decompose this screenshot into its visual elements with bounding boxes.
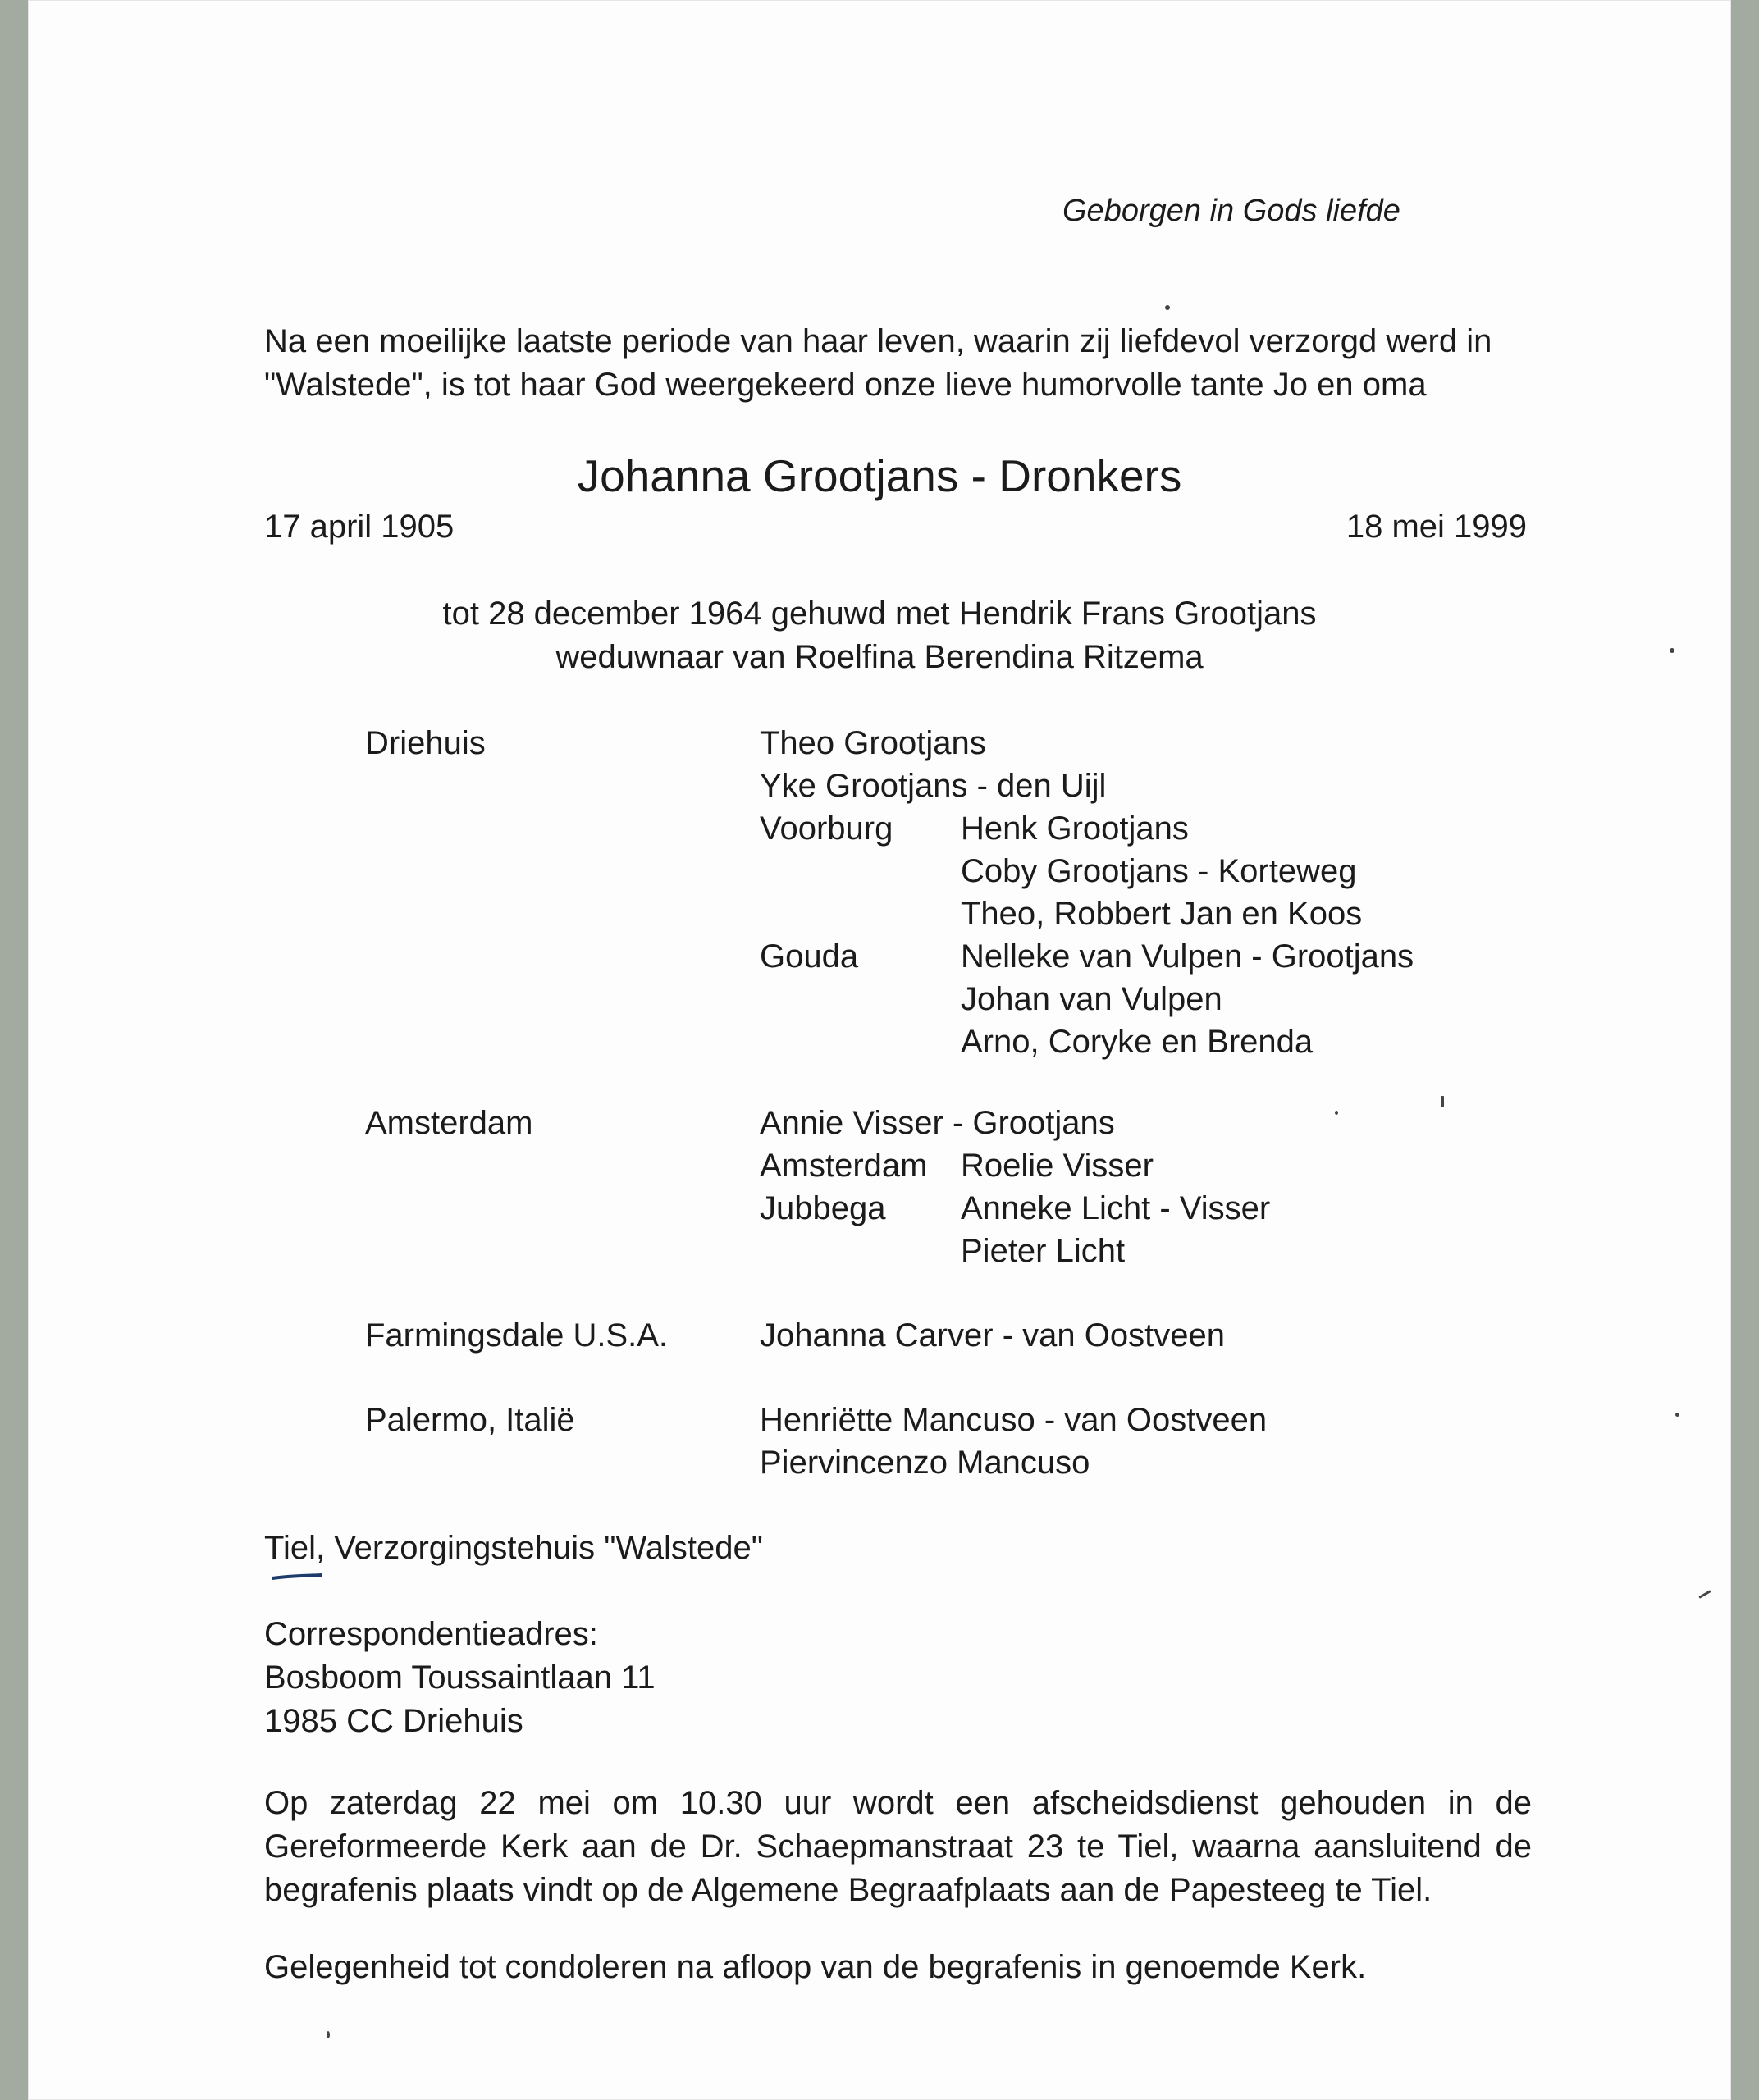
family-place: Amsterdam [365,1105,533,1141]
family-sub-place: Gouda [760,938,859,975]
speck [1670,648,1674,653]
family-place: Palermo, Italië [365,1402,575,1438]
family-name: Johan van Vulpen [961,981,1222,1017]
intro-line: "Walstede", is tot haar God weergekeerd onze lieve humorvolle tante Jo en oma [264,367,1427,403]
location: Tiel, Verzorgingstehuis "Walstede" [264,1530,763,1566]
family-sub-place: Jubbega [760,1190,886,1226]
speck [327,2031,330,2038]
motto: Geborgen in Gods liefde [1062,194,1400,228]
speck [1675,1413,1679,1417]
family-name: Annie Visser - Grootjans [760,1105,1115,1141]
family-name: Coby Grootjans - Korteweg [961,853,1357,889]
death-date: 18 mei 1999 [1346,509,1527,545]
marriage-info [0,592,1759,679]
address-postal: 1985 CC Driehuis [264,1703,523,1739]
family-name: Anneke Licht - Visser [961,1190,1271,1226]
pen-mark [272,1573,322,1580]
family-name: Henriëtte Mancuso - van Oostveen [760,1402,1268,1438]
family-name: Arno, Coryke en Brenda [961,1024,1314,1060]
family-name: Nelleke van Vulpen - Grootjans [961,938,1414,975]
service-line: Op zaterdag 22 mei om 10.30 uur wordt een afscheidsdienst gehouden in de [264,1785,1532,1821]
address-street: Bosboom Toussaintlaan 11 [264,1659,656,1696]
family-name: Henk Grootjans [961,810,1189,847]
family-name: Theo, Robbert Jan en Koos [961,896,1363,932]
speck [1441,1096,1444,1107]
family-place: Farmingsdale U.S.A. [365,1317,669,1354]
service-paragraph [264,1782,1532,1912]
family-name: Roelie Visser [961,1148,1154,1184]
family-name: Johanna Carver - van Oostveen [760,1317,1225,1354]
family-name: Piervincenzo Mancuso [760,1445,1090,1481]
service-line: begrafenis plaats vindt op de Algemene Begraafplaats aan de Papesteeg te Tiel. [264,1872,1432,1908]
family-place: Driehuis [365,725,486,761]
correspondence-address [264,1613,656,1743]
family-name: Theo Grootjans [760,725,986,761]
family-sub-place: Amsterdam [760,1148,928,1184]
condolence-note: Gelegenheid tot condoleren na afloop van de begrafenis in genoemde Kerk. [264,1949,1367,1985]
speck [1335,1111,1338,1115]
deceased-name: Johanna Grootjans - Dronkers [577,450,1182,501]
speck [1165,305,1170,310]
family-name: Yke Grootjans - den Uijl [760,768,1107,804]
family-sub-place: Voorburg [760,810,893,847]
service-line: Gereformeerde Kerk aan de Dr. Schaepmanstraat 23 te Tiel, waarna aansluitend de [264,1828,1532,1865]
intro-line: Na een moeilijke laatste periode van haar leven, waarin zij liefdevol verzorgd werd in [264,323,1492,359]
marriage-line: tot 28 december 1964 gehuwd met Hendrik Frans Grootjans [442,596,1317,632]
marriage-line: weduwnaar van Roelfina Berendina Ritzema [555,639,1204,675]
birth-date: 17 april 1905 [264,509,455,545]
family-name: Pieter Licht [961,1233,1126,1269]
address-label: Correspondentieadres: [264,1616,598,1652]
intro-paragraph [264,320,1577,407]
